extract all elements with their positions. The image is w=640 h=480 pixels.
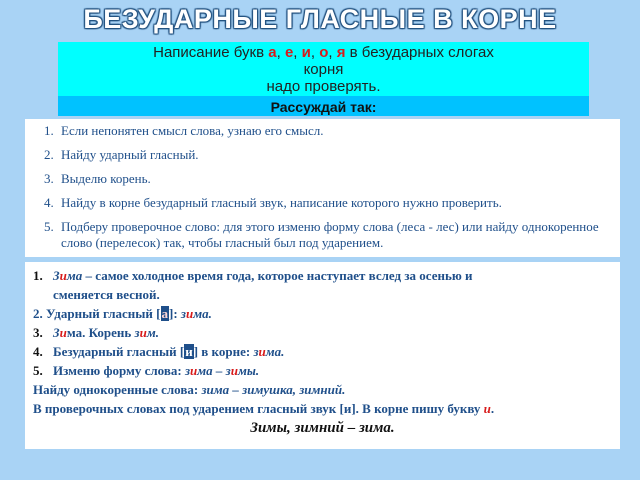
vowel: и [258, 344, 266, 359]
row-number: 3. [33, 325, 43, 340]
step-item: 1. Если непонятен смысл слова, узнаю его смысл. [57, 123, 620, 139]
row-number: 1. [33, 268, 43, 283]
word-part: ма. [193, 306, 212, 321]
reasoning-label: Рассуждай так: [270, 99, 377, 115]
final-answer: Зимы, зимний – зима. [250, 420, 395, 436]
vowel: и [59, 268, 67, 283]
word-part: ма. [265, 344, 285, 359]
row-text: . [490, 401, 495, 416]
vowel: и [190, 363, 198, 378]
example-row-1 [33, 266, 618, 285]
row-text: Безударный гласный [ [53, 344, 185, 359]
vowel: и [230, 363, 238, 378]
related-words: зима – зимушка, зимний. [201, 382, 346, 397]
step-item: 5. Подберу проверочное слово: для этого изменю форму слова (леса - лес) или найду однокоренное слово (перелесок) так, чтобы гласный был под ударением. [57, 219, 620, 251]
vowel: и [186, 306, 194, 321]
row-text: – самое холодное время года, которое наступает вслед за осенью и [82, 268, 473, 283]
rule-text: Написание букв а, е, и, о, я в безударных слогах корня надо проверять. [58, 44, 589, 95]
example-row-3 [33, 323, 618, 342]
row-text: Изменю форму слова: [53, 363, 185, 378]
answer-letter: и [483, 401, 491, 416]
word-part: З [53, 268, 60, 283]
word-part: ма [66, 268, 83, 283]
row-text: ]: [169, 306, 181, 321]
step-item: 4. Найду в корне безударный гласный звук, написание которого нужно проверить. [57, 195, 620, 211]
word-part: з [180, 306, 186, 321]
letter-e: е [284, 44, 294, 61]
example-row-2 [33, 304, 618, 323]
example-row-4 [33, 342, 618, 361]
example-row-6 [33, 380, 618, 399]
letter-a: а [268, 44, 277, 61]
step-item: 3. Выделю корень. [57, 171, 620, 187]
word-part: ма – з [197, 363, 231, 378]
word-part: з [184, 363, 191, 378]
row-number: 4. [33, 344, 43, 359]
letter-ya: я [336, 44, 346, 61]
letter-o: о [319, 44, 329, 61]
row-number: 5. [33, 363, 43, 378]
row-text: Найду однокоренные слова: [33, 382, 202, 397]
page-title: БЕЗУДАРНЫЕ ГЛАСНЫЕ В КОРНЕ [83, 4, 557, 34]
row-text: ] в корне: [193, 344, 254, 359]
word-part: мы. [237, 363, 260, 378]
row-text: Ударный гласный [ [42, 306, 161, 321]
step-item: 2. Найду ударный гласный. [57, 147, 620, 163]
letter-i: и [301, 44, 311, 61]
vowel: и [139, 325, 147, 340]
example-row-5 [33, 361, 618, 380]
steps-panel [25, 119, 620, 257]
steps-list [25, 119, 620, 251]
rule-line1-prefix: Написание букв [153, 44, 269, 61]
vowel: и [59, 325, 67, 340]
sound: и [185, 344, 193, 359]
row-text: ма. Корень [66, 325, 135, 340]
word-part: З [53, 325, 60, 340]
word-part: з [134, 325, 140, 340]
row-text: В проверочных словах под ударением гласный звук [и]. В корне пишу букву [33, 401, 484, 416]
example-row-7 [33, 399, 618, 418]
word-part: м. [146, 325, 159, 340]
row-number: 2. [33, 306, 43, 321]
word-part: з [253, 344, 259, 359]
example-row-1-cont: сменяется весной. [53, 287, 160, 302]
rule-line1-suffix: в безударных слогах [345, 44, 494, 61]
rule-line2: корня [303, 61, 344, 78]
sound: а [161, 306, 168, 321]
rule-line3: надо проверять. [266, 78, 381, 95]
